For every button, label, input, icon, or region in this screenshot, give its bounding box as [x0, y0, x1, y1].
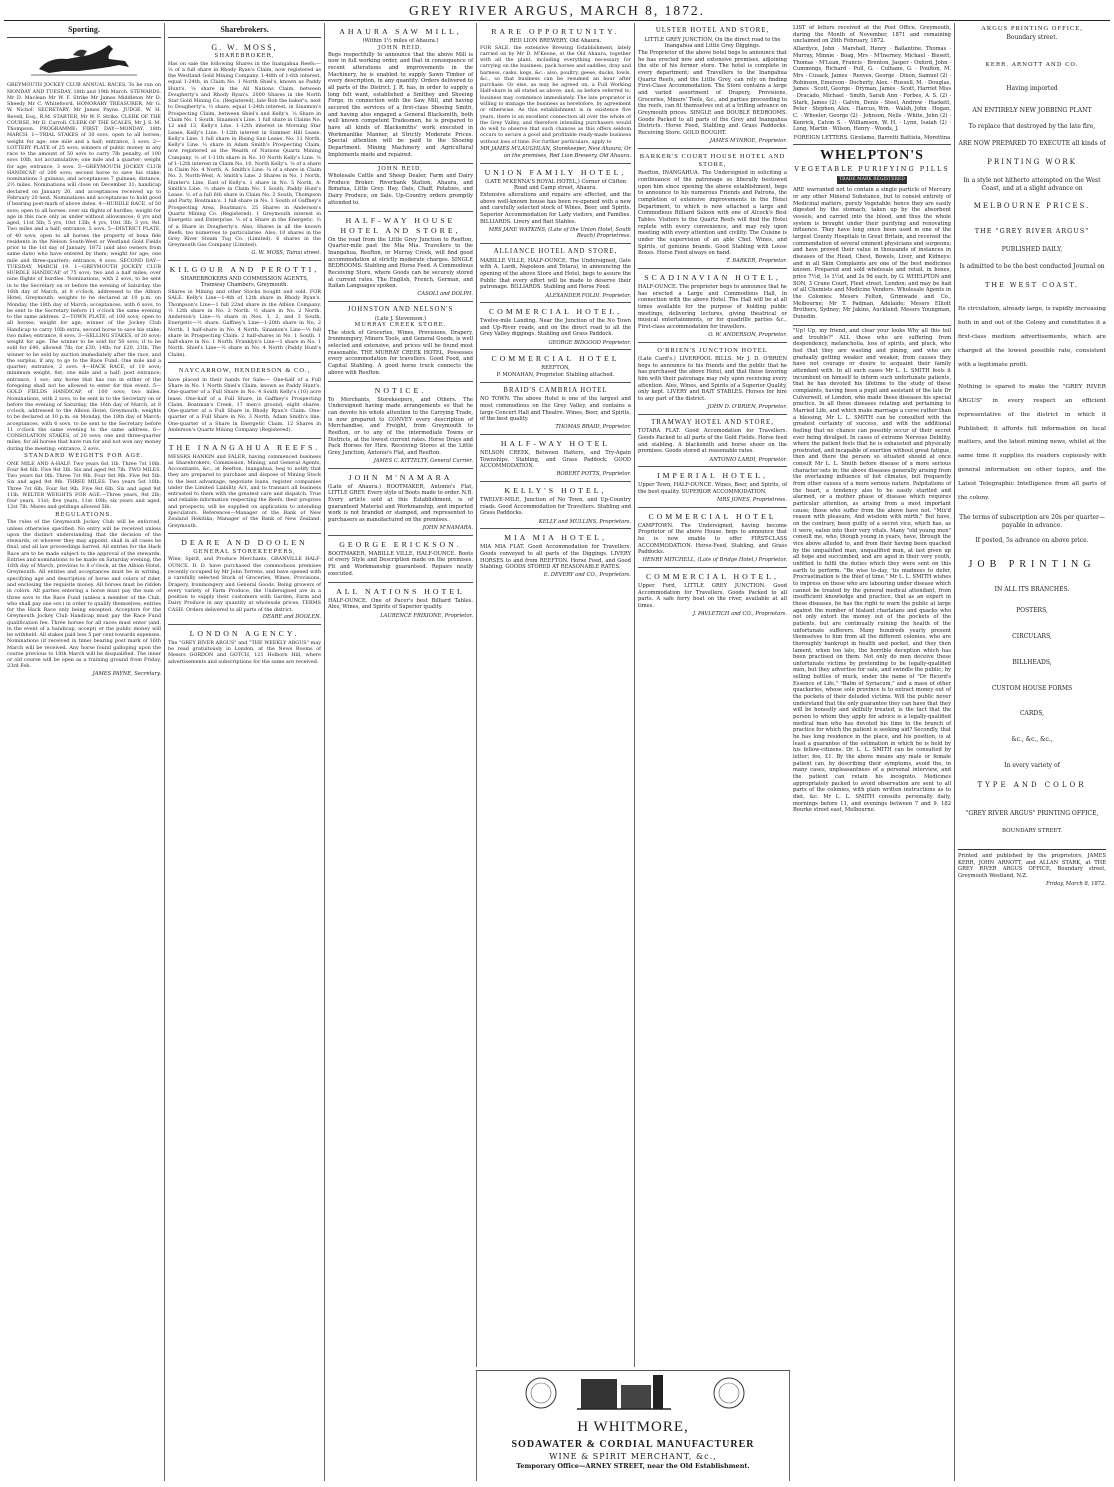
- ad-tramway-body: TOTARA FLAT. Good Accomodation for Travellers. Goods Packed to all parts of the Gold Fields. Horse feed and stabling. A blacksmith and horse shoer on the premises. Goods stored at reasonable rates.: [638, 428, 787, 455]
- ad-notice: [328, 382, 473, 469]
- ad-halfway-nelson-sign: ROBERT POTTS, Proprietor.: [556, 471, 631, 478]
- ad-halfway-sign: CASOLI and DOLPH.: [417, 291, 473, 298]
- ad-braids-sign: THOMAS BRAID, Proprietor.: [555, 424, 631, 431]
- every-variety: In every variety of: [1004, 761, 1060, 769]
- printing-item: BILLHEADS,: [1012, 658, 1052, 666]
- ad-halfway-nelson: [480, 435, 631, 482]
- ad-london-title: LONDON AGENCY.: [189, 628, 300, 638]
- ad-inangahua-title: THE INANGAHUA REEFS.: [168, 442, 321, 452]
- printing-item: &c., &c., &c.,: [1011, 735, 1053, 743]
- ad-deare-sub: GENERAL STOREKEEPERS,: [193, 549, 296, 556]
- replace-fire: To replace that destroyed by the late fire,: [968, 122, 1096, 130]
- column-4: [476, 23, 634, 1367]
- ad-saw-mill: [328, 23, 473, 164]
- printing-item: CUSTOM HOUSE FORMS: [991, 684, 1073, 692]
- ad-deare-doolen: [168, 534, 321, 625]
- jobbing-plant: AN ENTIRELY NEW JOBBING PLANT: [972, 106, 1092, 114]
- ad-ulster: [638, 23, 787, 149]
- circulation: Its circulation, already large, is rapidly increasing both in and out of the Colony and constitutes it a first-class medium advertisements, which are charged at the lowest possible rate, consistent with a legitimate profit.: [958, 306, 1106, 368]
- sporting-signature: JAMES PAYNE, Secretary.: [92, 671, 161, 678]
- ad-london-body: The "GREY RIVER ARGUS" and "THE WEEKLY ARGUS" may be read gratuitously in London, at the News Rooms of Messrs GORDON and GOTCH, 121 Holborn Hill, where advertisements and subscriptions for the same are received.: [168, 639, 321, 665]
- whitmore-line1: SODAWATER & CORDIAL MANUFACTURER: [511, 1438, 755, 1450]
- ad-union-sign: MRS JANE WATKINS, (Late of the Union Hotel, South Beach) Proprietress.: [488, 226, 631, 240]
- letter-list-foreign: FOREIGN LETTERS. Girolamo, Barretti Battista, Morettina: [793, 134, 951, 141]
- ad-deare-title: DEARE AND DOOLEN: [181, 538, 308, 548]
- ad-obriens: [638, 343, 787, 415]
- ad-ulster-title: ULSTER HOTEL AND STORE,: [655, 27, 770, 34]
- job-printing: JOB PRINTING: [968, 559, 1096, 571]
- ad-all-nations: [328, 583, 473, 622]
- ad-moss-body: Has on sale the following Shares in the Inangahua Reefs:— ⅛ of a full share in Rhody Ryan's Claim, now registered as the Westland Gold Mining Company. 1-48th of 1-6th interest, equal 1-24th, in Claim No. 1 North Shiel's, known as Paddy Hunt's. ⅛ share in the All Nations Claim, between Dougherty's and Rhody Ryan's. 2000 Shares in the North Star Gold Mining Co. (Registered), late Bob the baker's, next to Dougherty's. ⅓ share, equal 1-24th interest, in Sinamon's Prospecting Claim, between Shiel's and Kelly's. ⅛ Share in Claim No. 1 South, Sinamon's Line. 1 full share in Claims No. 12 and 13, Kelly's Line. 1-12th interest in Morning Star Lease, Kelly's Line. 1-12th interest in Summer Hill Lease, Kelly's Line. 1 full share in Rising Sun Lease, No. 11 North, Kelly's Line. ⅓ share in Adam Smith's Prospecting Claim, now registered as the Wealth of Nations Quartz Mining Company. ⅙ of 1-11th share in No. 10 North Kelly's Line. ⅙ of 1-12th interest in Claim No. 10, North Kelly's. ⅛ of a share in Claim No. 4 North, A. Smith's Line. ¼ of a share in Claim No. 3, North-West, A. Smith's Line. 2 Shares in No. 1 North, Hunter's Line, East of Kelly's. 1 share in No. 5 North, A. Smith's Line. ⅓ share in Claim No. 1 South, Paddy Hunt's Lease. ⅙ of a full 6th share in Claim No. 2 South, Thompson and Party, Boatman's. 1 full share in No. 1 South of Gaffney's Prospecting Area, Boatman's. 25 Shares in Anderson's Quartz Mining Co. (Registered). 1 Greymouth interest in Energetic and Enterprise. ⅓ of a Share in the Energetic. ⅓ of a Share in Dougherty's. Also, Shares in all the known Reefs, too numerous to particularise. Also, 10 shares in the Grey River Steam Tug Co. (Limited). 6 shares in the Greymouth Gas Company (Limited).: [168, 60, 322, 249]
- ad-johnston-nelson: [328, 302, 473, 382]
- regulations-body: The rules of the Greymouth Jockey Club will be enforced, unless otherwise specified. No entry will be received unless upon the distinct understanding that the decision of the stewards, or whoever they may appoint, shall in all cases be final, and all law proceedings barred. All entries for the Hack Race are to be made subject to the approval of the stewards. Entries and nominations to be made on Saturday evening, the 16th day of March, previous to 8 o'clock, at the Albion Hotel, Greymouth. All entries and acceptances must be in writing, specifying age and description of horse and colors of rider, and enclosing the requisite money. All horses must be ridden in colors. All parties entering a horse must pay the sum of three sovs to the Race Fund (unless a member of the Club, who shall pay one sov.) in order to qualify themselves, entries for the Hack Race only being excepted. Acceptors for the Greymouth Jockey Club Handicap must pay the Race Fund qualification fee. Three horses for all races must enter (and, in the event of a handicap, accept) or the public money will be withheld. All stakes paid less 5 per cent towards expenses. Nominations (if received in time) bearing post mark of 16th March will be received. Any horse found galloping upon the course previous to 18th March will be disqualified. The inner or old course will be open as a training ground from Friday, 23rd Feb.: [7, 519, 161, 670]
- column-5: [634, 23, 790, 1367]
- ad-all-nations-body: HALF-OUNCE. One of Pacer's best Billiard Tables. Ales, Wines, and Spirits of Superior quality.: [328, 597, 473, 611]
- ad-scadinavian-title: SCADINAVIAN HOTEL,: [644, 273, 781, 282]
- ad-whelptons: [793, 145, 951, 326]
- ad-scadinavian: [638, 269, 787, 343]
- letter-list-title: LIST of letters received at the Post Office, Greymouth, during the Month of November, 1871 and remaining unclaimed on 29th February, 1872.: [793, 25, 951, 45]
- ad-tramway-sign: ANTONIO LARDI, Proprietor.: [709, 456, 787, 463]
- ad-saw-mill-title: AHAURA SAW MILL,: [339, 27, 462, 36]
- ad-moss: [168, 41, 321, 261]
- ad-imperial-body: Upper Town, HALF-OUNCE. Wines, Beer, and Spirits, of the best quality. SUPERIOR ACCOMMODATION.: [638, 482, 787, 495]
- ad-commercial-reefton: [480, 350, 631, 382]
- ad-obriens-body: (Late Card's.) LIVERPOOL BILLS. Mr J. D. O'BRIEN begs to announce to his friends and the public that he has purchased the above Hotel, and that those favoring him with their patronage may rely upon receiving every attention. Ales, Wines, and Spirits of a Superior Quality, only kept. LIVERY and BAIT STABLES. Horses for hire to any part of the district.: [638, 356, 787, 402]
- ad-saw-mill-name: JOHN REID,: [378, 44, 423, 51]
- sodawater-machine-engraving: [481, 1373, 787, 1413]
- ad-john-reid-body: Wholesale Cattle and Sheep Dealer, Farm and Dairy Produce Broker. Riverbank Station, Ahaura, and Ikmatua, Little Grey. Hay, Oats, Chaff, Potatoes, and Dairy Produce, on Sale. Up-Country orders promptly attended to.: [328, 172, 473, 206]
- ad-union-title: UNION FAMILY HOTEL,: [484, 167, 627, 177]
- ad-mcnamara-sign: JOHN M'NAMARA.: [422, 525, 473, 532]
- ad-saw-mill-body: Begs respectfully to announce that the above Mill is now in full working order, and that in consequence of recent alterations and improvements in the Machinery, he is enabled to supply Sawn Timber of every description, in any quantity. Orders delivered to all parts of the District. J. R. has, in order to supply a long felt want, established a Smithey and Shoeing Forge, in connection with the Saw Mill, and having secured the services of a first-class Shoeing Smith, and having also engaged a General Blacksmith, both well known competent Tradesmen, he is prepared to have all kinds of Blacksmiths' work executed in Workmanlike Manner, at Strictly Moderate Prices. Special attention will be paid to the Shoeing Department. Mining Machinery and Agricultural Implements made and repaired.: [328, 51, 473, 158]
- ad-all-nations-sign: LAURENCE FRIXIONE, Proprietor.: [380, 612, 473, 619]
- ad-notice-sign: JAMES C. KITTELTY, General Carrier.: [373, 458, 473, 465]
- ad-obriens-title: O'BRIEN'S JUNCTION HOTEL: [657, 346, 768, 354]
- ad-scadinavian-sign: O. W. ANDERSON, Proprietor.: [708, 332, 787, 339]
- style-note: In a style not hitherto attempted on the West Coast, and at a slight advance on: [963, 177, 1101, 192]
- ad-ulster-body: The Proprietor of the above hotel begs to announce that he has erected new and extensive premises, adjoining the site of his former store. The hotel is complete in every department; and Travellers to the Inangahua Quartz Reefs, and the Little Grey, can rely on finding First-Class Accommodation. The Store contains a large and varied assortment of Drapery, Provisions, Groceries, Miners' Tools, &c., and parties proceeding to the reefs, can fit themselves out at a trifling advance on Greymouth prices. SINGLE and DOUBLE BEDROOMS. Goods Packed to all parts of the Grey and Inangahua Districts. Horse Feed, Stabling and Grass Paddocks. Receiving Store. GOLD BOUGHT.: [638, 50, 787, 136]
- ad-ulster-sub: LITTLE GREY JUNCTION, On the direct road to the Inangahua and Little Grey Diggings.: [644, 36, 781, 50]
- ad-whitmore: [476, 1370, 790, 1481]
- ad-mia-sign: E. DEVERY and CO., Proprietors.: [543, 572, 631, 579]
- ad-braids-title: BRAID'S CAMBRIA HOTEL: [503, 386, 608, 394]
- published-daily: PUBLISHED DAILY,: [1001, 245, 1063, 253]
- boundary-street: BOUNDARY STREET.: [1001, 827, 1063, 834]
- ad-commercial-twelve-mile: [480, 303, 631, 350]
- posted-advance: If posted, 5s advance on above price.: [975, 537, 1089, 545]
- gra-title: THE "GREY RIVER ARGUS": [974, 227, 1090, 236]
- regulations-title: REGULATIONS.: [55, 512, 113, 519]
- whelptons-arc: VEGETABLE PURIFYING PILLS: [794, 165, 950, 174]
- argus-office-street: Boundary street.: [1006, 34, 1058, 42]
- ad-upper-ford-title: COMMERCIAL HOTEL,: [645, 572, 779, 582]
- ad-erickson-title: GEORGE ERICKSON.: [339, 539, 462, 549]
- all-branches: IN ALL ITS BRANCHES.: [994, 585, 1070, 593]
- type-and-color: TYPE AND COLOR: [977, 781, 1087, 790]
- ad-mia-body: MIA MIA FLAT. Good Accommodation for Travellers. Goods conveyed to all parts of the Diggings. LIVERY HORSES to and from REEFTON. Horse Feed, and Good Stabling. GOODS STORED AT REASONABLE RATES.: [480, 544, 631, 571]
- ad-london-agency: [168, 625, 321, 670]
- ad-commercial-upper-ford: [638, 568, 787, 621]
- ad-kellys-body: TWELVE-MILE, Junction of No Town, and Up-Country roads. Good Accommodation for Travellers. Stabling and Grass Paddocks.: [480, 497, 631, 517]
- printing-work: PRINTING WORK: [987, 158, 1077, 167]
- ad-letter-list: [793, 23, 951, 145]
- ad-johnston-sub: (Late J. Stevenson.): [374, 315, 427, 322]
- ad-johnston-name: MURRAY CREEK STORE.: [354, 322, 447, 329]
- ad-union-body: Extensive alterations and repairs are effected, and the above well-known house has been re-opened with a new and carefully selected stock of Wines, Beer, and Spirits. Superior Accommodation for Lady visitors, and Families. BILLIARDS. Livery and Bait Stables.: [480, 191, 631, 225]
- ad-notice-title: NOTICE.: [374, 385, 427, 395]
- ad-commercial-body: Twelve-mile Landing. Near the Junction of the No Town and Up-River roads, and on the direct road to all the Grey Valley diggings. Stabling and Grass Paddock.: [480, 318, 631, 338]
- kerr-arnott: KERR, ARNOTT AND CO.: [985, 61, 1079, 68]
- whitmore-line2: WINE & SPIRIT MERCHANT, &c.,: [549, 1451, 717, 1461]
- ad-barkers-sign: T. BARKER, Proprietor.: [726, 258, 787, 265]
- ad-alliance-sign: ALEXANDER FOLDI, Proprietor.: [545, 292, 631, 299]
- ad-union-sub: (LATE M'KENNA'S ROYAL HOTEL,) Corner of Clifton Road and Camp street, Ahaura.: [484, 178, 627, 192]
- ad-mcnamara: [328, 469, 473, 536]
- ad-l-l-smith: [793, 326, 951, 818]
- argus-office-title: ARGUS PRINTING OFFICE,: [981, 25, 1083, 32]
- section-heading-sharebrokers: Sharebrokers.: [168, 25, 321, 38]
- ad-halfway-nelson-title: HALF-WAY HOTEL: [500, 439, 611, 449]
- ad-kilgour: [168, 261, 321, 364]
- ad-obriens-sign: JOHN D. O'BRIEN, Proprietor.: [707, 404, 787, 411]
- ad-rare-sign: MR JAMES M'LAUGHLAN, Storekeeper, New Ahaura; Or on the premises, Red Lion Brewery, Old Ahaura.: [480, 146, 631, 160]
- column-7: [954, 23, 1110, 1481]
- letter-list-names: Allardyce, John · Marshall, Henry · Ballantine, Thomas · Murray, Minnie · Boag, Mrs · M'Inerney, Michael · Bissett, Thomas · M'Lean, Francis · Brenton, Jasper · Oxford, John · Cummings, Richard · Pull, G. · Culhane, G. · Poulton, M. Mrs · Cusack, James · Reeves, George · Dixon, Samuel (2) · Robinson, Emerson · Docherty, Alex. · Russell, M. · Douglas, James · Scott, George · Dryman, James · Scott, Harriet Miss · Dracado, Michael · Smith, Sarah Ann · Forbes, A. S. (2) · Stark, James (2) · Galvin, Denis · Steel, Andrew · Hackett, Peter · Stephen, Alex. · Harcus, Wm. · Walsh, John · Hogan, C. · Wheeler, George (2) · Johnson, Neils · White, John (2) · Kenrick, Calvin S. · Williamson, W. H. · Lynn, Isaiah (2) · Long, Martin · Wilson, Henry · Woods, J.: [793, 46, 951, 133]
- smith-body: "Up! Up, my friend, and clear your looks Why all this toil and trouble?" ALL those who are suffering from despondency, melancholia, loss of spirits, and pluck, who feel that they are wasting and pining, and who are gradually getting weaker and weaker, from causes they have not courage or desire to acquaint their family attendant with. In all such cases Mr L. L. SMITH feels it incumbent on himself to inform such unfortunate patients, that he has devoted his lifetime to the study of these complaints, having been a pupil and assistant of the late Dr Culverwell, of London, who made these diseases his special practice. In all those diseases relating and pertaining to Married Life, and which make marriage a curse rather than a blessing, Mr L. L. SMITH can be consulted with the greatest certainty of success, and with the additional feeling that no chance can possibly occur of their secret ever being divulged. In cases of extreme Nervous Debility, where the patient feels that he is exhausted and physically prostrated, and incapable of exertion without great fatigue, then and there the person so situated should at once consult Mr L. L. Smith before disease of a more serious character sets in; the above diseases generally arising from the overtaxing influence of hot climates, but frequently from other causes of a more serious nature. Palpitations of the heart, a tendency also to be easily startled and alarmed, or a mother phase of disease which requires particular attention, as arising from a most important cause; those who suffer from the above have not. "Mix'd reason with pleasure, And wisdom with mirth." But have, on the contrary, been guilty of a secret vice, which has, as it were, eaten into their very vitals. Many "old young men" consult me, who, though young in years, have, through the vice above alluded to, and from their having been quacked by the unqualified man, unqualified man, at last given up all hope and succumbed, and are aged in their very youth, unfitted to fulfil the duties which they were sent on this earth to perform. "Be wise to-day, 'tis madness to defer, Procrastination is the thief of time." Mr L. L. SMITH wishes to impress on those who are labouring under disease which cannot be treated by the general medical attendant, from insufficient knowledge and practice, that as an expert in these diseases, he has the right to warn the public at large against the number of blatant charlatans and quacks who not only extort the money out of the pockets of the patients, but are continually ruining the health of the unfortunate sufferers. Many hundreds yearly present themselves to him from all the different colonies, who are thoroughly bankrupt in health and pocket, and they then lament, when too late, the horrible deception which has been practised on them. Not only do men deceive these unfortunate victims by pretending to be legally-qualified men, but they advertise for sale, and swindle the public, by selling bottles of muck, under the name of "Dr Ricord's Essence of Life," "Balm of Syriacum," and a mass of other quackeries, whose sole province is to extract money out of the pockets of their deluded victims. Will the public never understand that the only guarantee they can have that they will be honestly and skilfully treated, is the fact that the person to whom they apply for advice is a legally-qualified medical man who has devoted his time to the branch of practice for which the patient is seeking aid? Secondly, that he has long residence in the place, and his position, is at least a guarantee of the estimation in which he is held by his fellow-citizens. Dr. L. L. SMITH can be consulted by letter; fee, £1. By the above means any male or female patient can, by describing their symptoms, avoid the, in many cases, unpleasantness of a personal interview, and the patient can retain his incognito. Medicines appropriately packed to avoid observation are sent to all parts of the colonies, with plain written instructions as to diet, &c. Mr L. L. SMITH consults personally daily, mornings before 11, and evenings between 7 and 9. 182 Bourke street east, Melbourne.: [793, 328, 951, 814]
- ad-mia-mia: [480, 529, 631, 582]
- ad-kilgour-sub: SHAREBROKERS AND COMMISSION AGENTS, Tramway Chambers, Greymouth.: [180, 275, 309, 289]
- masthead: GREY RIVER ARGUS, MARCH 8, 1872.: [408, 3, 706, 18]
- ad-reefton-sign: P. MONAHAN, Proprietor. Stabling attached.: [496, 371, 615, 378]
- column-sporting: [4, 23, 164, 1481]
- ad-mcnamara-body: (Late of Ahaura.) BOOTMAKER, Antonio's Flat, LITTLE GREY. Every style of Boots made to order. N.B. Every article sold at this Establishment, is of guaranteed Material and Workmanship, and imported work is not branded or stamped, and represented to purchasers as manufactured on the premises.: [328, 483, 473, 523]
- ad-moss-sub: SHAREBROKER,: [214, 53, 275, 60]
- imprint-block: [958, 849, 1106, 888]
- imprint-date: Friday, March 8, 1872.: [1046, 880, 1106, 887]
- ad-braids-cambria: [480, 383, 631, 435]
- column-6: [790, 23, 954, 1481]
- column-3: [324, 23, 476, 1481]
- best-conducted: Is admitted to be the best conducted Journal on: [959, 263, 1105, 271]
- ad-moss-title: G. W. MOSS,: [211, 43, 278, 53]
- ad-union-family: [480, 164, 631, 244]
- ad-halfway-nelson-body: NELSON CREEK, Between Hatters, and Try-Again Townships. Stabling, and Grass Paddock. GOOD ACCOMMODATION.: [480, 450, 631, 470]
- ad-camptown-body: CAMPTOWN. The Undersigned, having become Proprietor of the above House, begs to announce that he is now enable to offer FIRST-CLASS ACCOMMODATION. Horse-Feed, Stabling, and Grass Paddocks.: [638, 522, 787, 556]
- weights-title: STANDARD WEIGHTS FOR AGE.: [24, 453, 144, 460]
- ad-upper-ford-body: Upper Ford, LITTLE GREY JUNCTION. Good Accommodation for Travellers. Goods Packed to all parts. A safe ferry boat on the river, available at all times.: [638, 583, 787, 610]
- ad-scadinavian-body: HALF-OUNCE. The proprietor begs to announce that he has erected a Large and Commodious Hall, in connection with the above Hotel. The Hall will be at all times available for the purpose of holding public meetings, delivering lectures, giving theatrical or musical entertainments, or for quadrille parties &c., First-class accommodation for travellers.: [638, 283, 787, 330]
- ad-moss-sign: G. W. MOSS, Tainui street.: [251, 250, 321, 257]
- printing-item: CARDS,: [1019, 710, 1045, 718]
- racehorse-engraving: [29, 41, 139, 79]
- now-prepared: ARE NOW PREPARED TO EXECUTE all kinds of: [958, 140, 1106, 148]
- sporting-body: GREYMOUTH JOCKEY CLUB ANNUAL RACES, To be run on MONDAY AND TUESDAY, 18th and 19th March. STEWARDS. Mr D. Maclean Mr W. F. Strike Mr James Middleton Mr D. Sheedy Mr C. Whitefoord. HONORARY TREASURER, Mr G. W. Nichol. SECRETARY, Mr James Payne. JUDGE, W. H. Revell, Esq., R.M. STARTER, Mr W. F. Strike. CLERK OF THE COURSE, Mr D. Carroll. CLERK OF THE SCALES, Mr J. S. M. Thompson. PROGRAMME: FIRST DAY—MONDAY, 18th MARCH. 1—TRIAL STAKES of 30 sovs, open to all horses; weight for age; one mile and a half; entrance, 3 sovs. 2—LOTTERY PLATE of 25 sovs, winners of public money in any race to the amount of 50 sovs to carry 7lb penalty, of 100 sovs 10lb, not accumulative; one mile and a quarter; weight for age; entrance, 3 sovs. 3—GREYMOUTH JOCKEY CLUB HANDICAP, of 200 sovs; second horse to save his stake; nominations 3 guineas, and acceptances 7 guineas; distance, 2½ miles. Nominations will close on December 31; handicap declared on January 20, and acceptances received up to February 20 next. Nominations and acceptances to hold good if bearing post-mark of above dates. 4—HURDLE RACE, of 50 sovs; open to all horses; over six flights of hurdles; weight for age in this race only as under without allowances; 6 yrs and aged, 11st 5lb; 5 yrs, 10st 13lb; 4 yrs, 10st 3lb; 3 yrs, 9st. Two miles and a half; entrance, 5 sovs. 5—DISTRICT PLATE, of 40 sovs; open to all horses the property of bona fide residents in the Nelson South-West or Westland Gold Fields prior to the 1st day of January, 1872 (and also owners from same date) who have entered by them; weight for age; one mile and three-quarters; entrance, 4 sovs. SECOND DAY—TUESDAY, MARCH 19. 1—GREYMOUTH JOCKEY CLUB HURDLE HANDICAP, of 75 sovs; two and a half miles; over nine flights of hurdles. Nominations, with 2 sovs, to be sent in to the Secretary on or before the evening of Saturday, the 16th day of March, at 8 o'clock, addressed to the Albion Hotel, Greymouth; weights to be declared at 10 p.m. on Monday, the 18th day of March; acceptances, with 6 sovs, to be sent to the Secretary before 11 o'clock the same evening to the same address. 2—TOWN PLATE, of 100 sovs; open to all horses; weight for age; winner of the Jockey Club Handicap to carry 10lb extra, second horse to save his stake; two miles; entrance, 8 sovs. 3—SELLING STAKES, of 20 sovs; weight for age. The winner to be sold for 50 sovs; if to be sold for £40, allowed 7lb; for £30, 14lb; for £20, 21lb. The winner to be sold by auction immediately after the race, and the surplus, if any, to go to the Race Fund. One mile and a quarter; entrance, 2 sovs. 4—HACK RACE, of 10 sovs; minimum weight, 8st; one mile and a half; post entrance; entrance, 1 sov; any horse that has run in either of the foregoing shall not be allowed to enter for this event. 5—GOLD FIELDS HANDICAP, of 100 sovs; two miles. Nominations, with 2 sovs, to be sent in to the Secretary on or before the evening of Saturday, the 16th day of March, at 8 o'clock, addressed to the Albion Hotel, Greymouth; weights to be declared at 10 p.m. on Monday, the 18th day of March; acceptances, with 6 sovs, to be sent to the Secretary before 11 o'clock the same evening to the same address. 6—CONSOLATION STAKES, of 20 sovs; one and three-quarter miles; for all horses that have run for and not won any money during the meeting; entrance, 2 sovs.: [7, 82, 161, 452]
- gra-printing-office: "GREY RIVER ARGUS" PRINTING OFFICE,: [965, 810, 1099, 818]
- ad-halfway-title: HALF-WAY HOUSE HOTEL AND STORE,: [340, 215, 461, 235]
- ad-reefton-body: REEFTON,: [541, 365, 570, 372]
- subscription-terms: The terms of subscription are 20s per quarter—payable in advance.: [959, 514, 1105, 529]
- ad-reefton-title: COMMERCIAL HOTEL: [491, 354, 620, 364]
- whelptons-body: ARE warranted not to contain a single particle of Mercury or any other Mineral Substance, but to consist entirely of Medicinal matters, purely Vegetable; hence they are easily digested by the stomach, taken up by the absorbent vessels, and carried into the blood, and thus the whole system is brought under their purifying and renovating influence. They have long since been used in one of the largest County Hospitals in Great Britain, and received the commendation of several eminent physicians and surgeons; and have proved their value in thousands of instances in diseases of the Head, Chest, Bowels, Liver, and Kidneys; and in all Skin Complaints are one of the best medicines known. Prepared and sold wholesale and retail, in boxes, price 7½d, 1s 1½d, and 2s 9d each, by G. WHELPTON and SON, 3 Crane Court, Fleet street, London; and may be had of all Chemists and Medicine Vendors. Wholesale Agents in the Colonies: Messrs Felton, Grimwade and Co., Melbourne; Mr T. Padman, Adelaide; Messrs Elliott Brothers, Sydney; Mr Jakins, Auckland; Messrs Youngman, Dunedin.: [793, 187, 951, 320]
- ad-mia-title: MIA MIA HOTEL,: [504, 533, 607, 543]
- ad-rare-title: RARE OPPORTUNITY.: [491, 27, 620, 36]
- ad-naycarrow-body: have placed in their hands for Sale:— One-half of a Full Share in No. 1 North Shiel's Claim, known as Paddy Hunt's. One-quarter of a Full Share in No. 4 South Kelly's (10) acre lease. One-half of a Full Share, in Gaffney's Prospecting Claim, Boatman's Creek, 17 men's ground, eight shares. One-quarter of a Full Share in Rhody Ryan's Claim. One-quarter of a Full Share in No. 3 North, Adam Smith's line. One-quarter of a Share in Energetic Claim. 12 Shares in Anderson's Quartz Mining Company (Registered).: [168, 376, 321, 433]
- ad-alliance: [480, 244, 631, 303]
- ad-deare-sign: DEARE and DOOLEN.: [262, 614, 321, 621]
- ad-kilgour-body: Shares in Mining and other Stocks bought and sold. FOR SALE. Kelly's Line—1-4th of 12th share in Rhody Ryan's. Thompson's Line—1 full 22nd share in the Albion Company. ½ 12th share in No. 2 North. ½ share in No. 2 North. Anderson's Line—¼ share in Nos. 1, 2, and 3 South. Energetic—½ share. Gaffney's Line—1-20th share in No. 2 North. 1 half-share in No. 4 North. Sinamon's Line—½ full share in Prospecting Claim. 2 half-shares in No. 1 South. 1 half-share in No. 1 North. Franklyn's Line—1 share in No. 1 North. Shiel's Line—½ share in No. 4 North (Paddy Hunt's Claim).: [168, 289, 321, 358]
- printing-items: [958, 607, 1106, 743]
- ad-imperial-sign: MRS JONES, Proprietress.: [717, 497, 787, 504]
- ad-upper-ford-sign: J. PAVLETICH and CO., Proprietors.: [693, 611, 787, 618]
- ad-notice-body: To Merchants, Storekeepers, and Others. The Undersigned having made arrangements so that he can devote his whole attention to the Carrying Trade, is now prepared to CONVEY every description of Merchandise, and Freight, from Greymouth to Reefton, or to any of the intermediate Towns or Districts, at the lowest current rates. Horse Drays and Pack Horses for Hire. Receiving Stores at the Little Grey Junction, Antonio's Flat, and Reefton.: [328, 396, 473, 456]
- ad-ulster-sign: JAMES M'INROE, Proprietor.: [709, 138, 787, 145]
- ad-kilgour-title: KILGOUR AND PEROTTI,: [169, 264, 320, 274]
- ad-mcnamara-title: JOHN M'NAMARA: [348, 472, 453, 482]
- having-imported: Having imported: [1006, 85, 1058, 93]
- ad-rare-opportunity: [480, 23, 631, 164]
- masthead-rule: [4, 20, 1110, 21]
- printing-item: CIRCULARS,: [1012, 633, 1052, 641]
- ad-rare-body: FOR SALE, the extensive Brewing Establishment, lately carried on by Mr D. M'Keone, at the Old Ahaura, together with all the plant, including everything necessary for carrying on the business, pack horses and saddles, dray and harness, casks, kegs, &c.; also, poultry, geese, ducks, fowls, &c., so that business can be resumed an hour after purchase. Or else, as may be agreed on, a Full Working Half-share in all stated as above; and, as before referred to, business may commence immediately. The late proprietor is willing to manage the business as heretofore, by agreement or otherwise. As this establishment is in existence five years, there is an excellent connection all over the whole of the Grey Valley, and therefore intending purchasers would do well to observe that such chances as this offers seldom occurs to secure a good and profitable ready-made business without loss of time. For further particulars, apply to: [480, 44, 631, 145]
- ad-erickson: [328, 536, 473, 583]
- whelptons-trademark: TRADE MARK REGISTERED: [837, 176, 907, 184]
- ad-john-reid: [328, 164, 473, 212]
- ad-camptown-title: COMMERCIAL HOTEL: [648, 511, 777, 521]
- ad-all-nations-title: ALL NATIONS HOTEL: [336, 586, 465, 596]
- ad-alliance-body: MABILLE VILLE, HALF-OUNCE. The Undersigned, (late with A. Lardi, Napoleon and Totara), in announcing the opening of the above Store and Hotel, begs to assure the Public that every effort will be made to deserve their patronage. BILLIARDS. Stabling and Horse Feed.: [480, 257, 631, 291]
- ad-john-reid-title: JOHN REID,: [378, 165, 423, 172]
- ad-inangahua-body: MESSRS HANKIN and FALER, having commenced business as Sharebrokers, Commission, Mining, and General Agents, Accountants, &c., at Reefton, Inangahua, beg to notify that they are prepared to purchase and dispose of Mining Stock to the best advantage, negotiate loans, register companies under the Limited Liability Act, and to transact all business entrusted to them with the greatest care and dispatch. True and reliable information respecting the Reefs, their progress and prospects, will be supplied on application to intending speculators. References—Manager of the Bank of New Zealand Hokitika; Manager of the Bank of New Zealand, Greymouth.: [168, 453, 321, 529]
- ad-barkers-title: BARKER'S COURT HOUSE HOTEL AND STORE,: [639, 152, 786, 168]
- whitmore-name: H WHITMORE,: [577, 1418, 689, 1435]
- ad-commercial-camptown: [638, 508, 787, 568]
- ad-barkers: [638, 149, 787, 269]
- ad-alliance-title: ALLIANCE HOTEL AND STORE,: [493, 248, 618, 256]
- ad-imperial-title: IMPERIAL HOTEL,: [657, 471, 768, 481]
- nothing-spared: Nothing is spared to make the "GREY RIVER ARGUS" in every respect an efficient representative of the district in which it Published; it affords full information on local matters, and the latest mining news, whilst at the same time it supplies its readers copiously with general information on other topics, and the Latest Telegraphic Intelligence from all parts of the colony.: [958, 383, 1106, 502]
- ad-kellys-sign: KELLY and MULLINS, Proprietors.: [538, 518, 631, 525]
- ad-johnston-body: The stock of Groceries, Wines, Provisions, Drapery, Ironmongery, Miners Tools, and General Goods, is well selected and extensive, and prices will be found most reasonable. THE MURRAY CREEK HOTEL, Possesses every accommodation for travellers. Good Feed, and Capital Stabling. A good horse truck connects the above with Reefton.: [328, 329, 473, 376]
- column-sharebrokers: [164, 23, 324, 1481]
- melbourne-prices: MELBOURNE PRICES.: [973, 202, 1091, 211]
- ad-johnston-title: JOHNSTON AND NELSON'S: [347, 306, 454, 314]
- ad-commercial-title: COMMERCIAL HOTEL,: [488, 307, 622, 317]
- ad-imperial: [638, 467, 787, 507]
- ad-barkers-body: Reefton, INANGAHUA. The Undersigned in soliciting a continuance of the patronage so liberally bestowed upon him since opening the above establishment, begs to announce to his numerous Friends and Patrons, the completion of extensive improvements in the Hotel Department, to which is now attached a large and Commodious Billiard Saloon with one of Alcock's Best Tables. Visitors to the Quartz Reefs will find the Hotel replete with every convenience, and may rely upon meeting with every attention and civility. The Cuisine is under the supervision of an able Chef. Wines, and Spirits, of genuine brands. Good Stabling with Loose Boxes. Horse Feed always on hand.: [638, 170, 787, 257]
- ad-halfway-body: On the road from the Little Grey Junction to Reefton, Quarter-mile past the Mia Mia. Travellers to the Inangahua, Reefton, or Murray Creek, will find good accommodation at strictly moderate charges. SINGLE BEDROOMS. Stabling and Horse Feed. A Commodious Receiving Store, where Goods can be securely stored at current rates. The English, French, German, and Italian Languages spoken.: [328, 236, 473, 290]
- weights-table: ONE MILE AND A-HALF. Two years 6st 1lb. Three 7st 10lb. Four 8st 6lb. Five 9st 3lb. Six and aged 9st 7lb. TWO MILES. Two years 6st 0lb. Three 7st 9lb. Four 8st 9lb. Five 9st 5lb. Six and aged 9st 9lb. THREE MILES. Two years 5st 10lb. Three 7st 6lb. Four 8st 9lb. Five 9st 6lb. Six and aged 9st 11lb. WELTER WEIGHTS FOR AGE.—Three years, 9st 2lb; four years, 11st; five years, 11st 10lb; six years and aged, 12st 7lb. Mares and geldings allowed 5lb.: [7, 460, 161, 511]
- ad-commercial-sign: GEORGE BIDGOOD Proprietor.: [548, 339, 631, 346]
- ad-inangahua-reefs: [168, 439, 321, 535]
- ad-tramway: [638, 415, 787, 467]
- ad-kellys: [480, 482, 631, 529]
- ad-halfway-house: [328, 212, 473, 302]
- ad-braids-body: NO TOWN. The above Hotel is one of the largest and most commodious on the Grey Valley, and contains a large Concert Hall and Theatre. Wines, Beer, and Spirits, of the best quality.: [480, 396, 631, 423]
- the-west-coast: THE WEST COAST.: [985, 281, 1079, 289]
- whitmore-line3: Temporary Office—ARNEY STREET, near the Old Establishment.: [516, 1461, 750, 1470]
- ad-kellys-title: KELLY'S HOTEL,: [504, 486, 607, 496]
- ad-rare-sub: RED LION BREWERY, Old Ahaura.: [509, 37, 602, 44]
- section-heading-sporting: Sporting.: [7, 25, 161, 38]
- ad-erickson-body: BOOTMAKER, MABILLE VILLE, HALF-OUNCE. Boots of every Style and Description made on the premises. Fit and Workmanship guaranteed. Repairs neatly executed.: [328, 550, 473, 577]
- ad-tramway-title: TRAMWAY HOTEL AND STORE,: [651, 418, 774, 426]
- imprint: Printed and published by the proprietors, JAMES KERR, JOHN ARNOTT, and ALLAN STARK, at THE GREY RIVER ARGUS OFFICE, Boundary street, Greymouth Westland, N.Z.: [958, 852, 1106, 879]
- ad-camptown-sign: HENRY MITCHELL, (Late of Bridge Hotel,) Proprietor.: [642, 557, 787, 564]
- ad-deare-body: Wine, Spirit, and Produce Merchants, GRANVILLE HALF-OUNCE. D. D. have purchased the commodious premises recently occupied by Mr John Torrens, and have opened with a carefully selected Stock of Groceries, Wines, Provisions, Drapery, Ironmongery and General Goods. Being growers of every variety of Farm Produce, the Undersigned are in a position to supply their customers with Garden, Farm and Dairy Produce in any quantity at wholesale prices. TERMS CASH. Orders delivered to all parts of the district.: [168, 556, 321, 613]
- ad-naycarrow: [168, 363, 321, 438]
- whelptons-title: WHELPTON'S: [820, 148, 924, 164]
- ad-naycarrow-title: NAYCARROW, HENDERSON & CO.,: [178, 367, 311, 375]
- ad-saw-mill-sub: (Within 1½ miles of Ahaura.): [362, 37, 439, 44]
- printing-item: POSTERS,: [1016, 607, 1048, 615]
